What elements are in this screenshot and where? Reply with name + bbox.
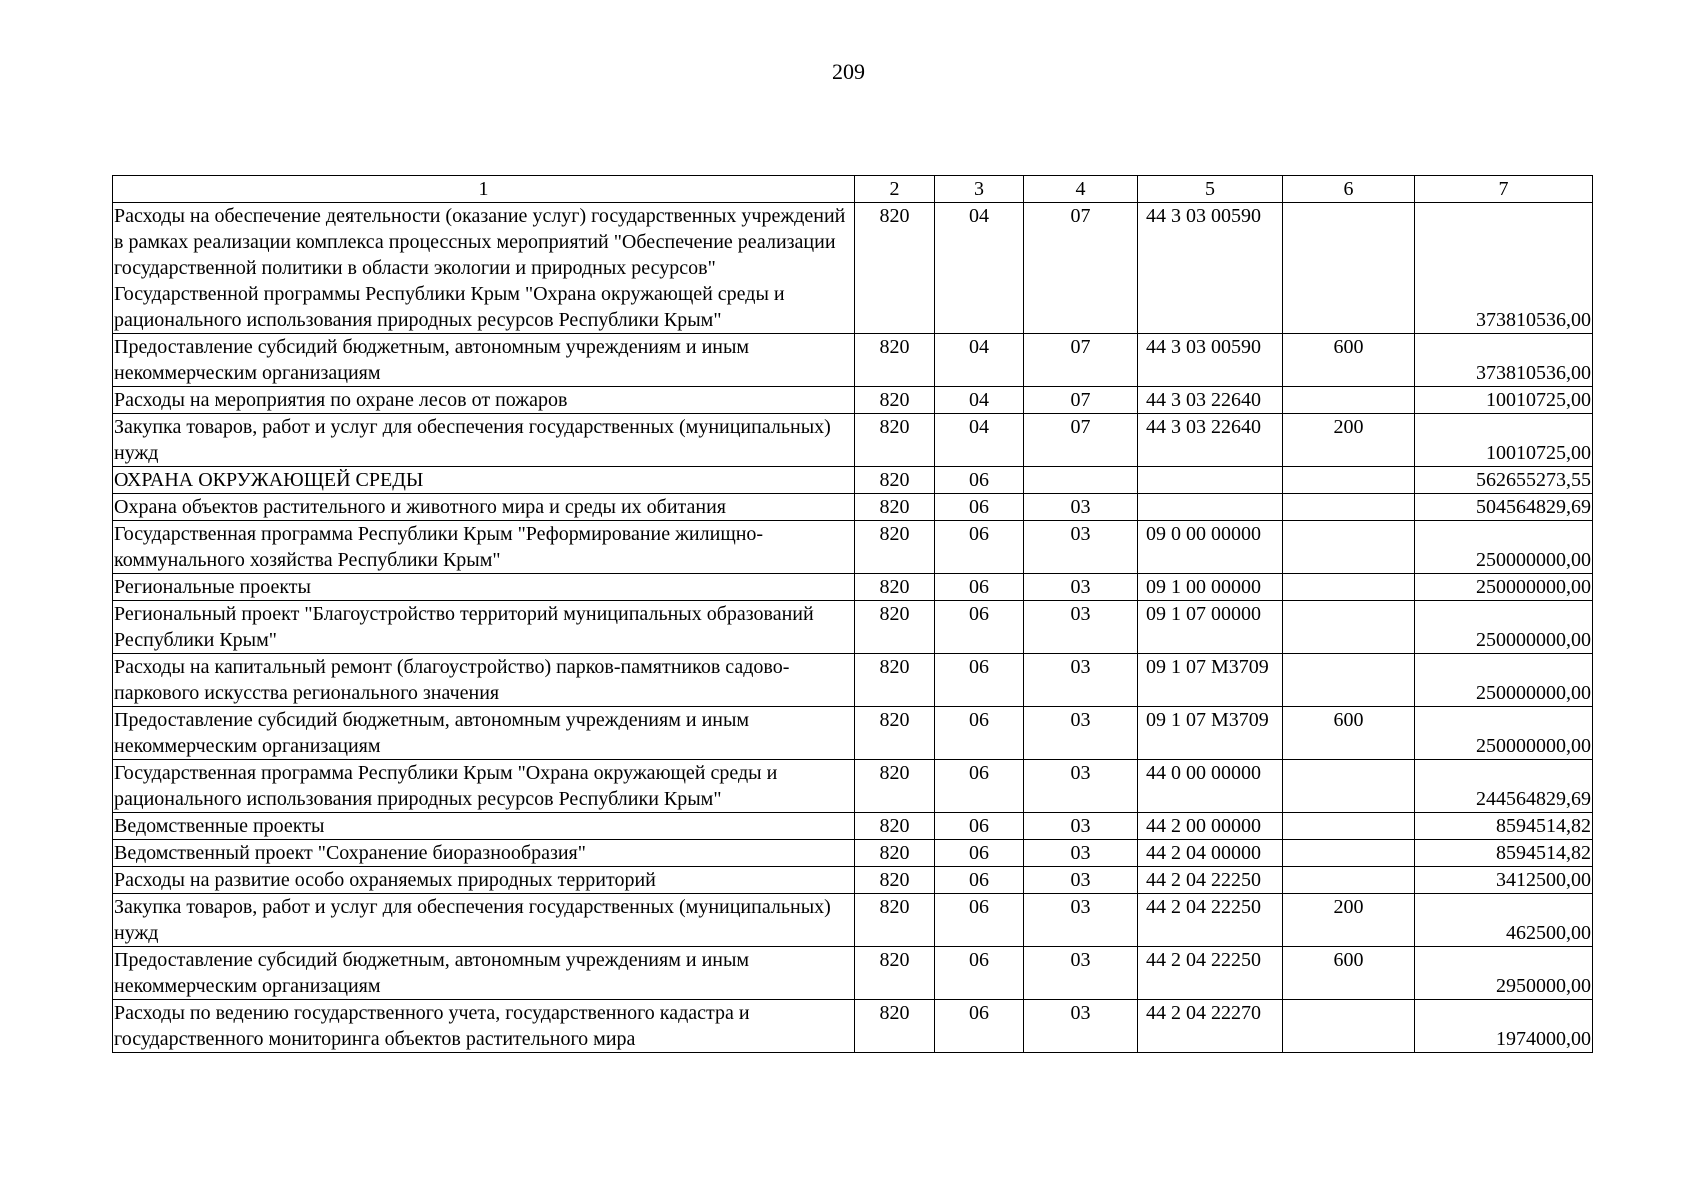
cell-name: Закупка товаров, работ и услуг для обеспечения государственных (муниципальных) нужд — [113, 414, 855, 467]
table-row — [113, 894, 1593, 947]
cell-grbs-code: 820 — [855, 760, 935, 813]
cell-subsection-code: 07 — [1024, 334, 1138, 387]
table-row — [113, 521, 1593, 574]
cell-grbs-code: 820 — [855, 947, 935, 1000]
cell-expense-type — [1283, 601, 1415, 654]
cell-expense-type: 200 — [1283, 414, 1415, 467]
cell-expense-type — [1283, 467, 1415, 494]
cell-target-article: 44 2 04 22250 — [1138, 894, 1283, 947]
cell-section-code: 06 — [935, 707, 1024, 760]
cell-amount: 250000000,00 — [1415, 574, 1593, 601]
table-row — [113, 1000, 1593, 1053]
header-col-3: 3 — [935, 176, 1024, 203]
cell-amount: 8594514,82 — [1415, 813, 1593, 840]
table-row — [113, 574, 1593, 601]
cell-expense-type — [1283, 654, 1415, 707]
cell-section-code: 04 — [935, 203, 1024, 334]
cell-name: Расходы на обеспечение деятельности (оказание услуг) государственных учреждений в рамках реализации комплекса процессных мероприятий "Обеспечение реализации государственной политики в области экологии и природных ресурсов" Государственной программы Республики Крым "Охрана окружающей среды и рационального использования природных ресурсов Республики Крым" — [113, 203, 855, 334]
cell-expense-type — [1283, 494, 1415, 521]
cell-section-code: 06 — [935, 654, 1024, 707]
cell-subsection-code: 07 — [1024, 203, 1138, 334]
cell-subsection-code: 03 — [1024, 947, 1138, 1000]
header-col-2: 2 — [855, 176, 935, 203]
cell-subsection-code: 07 — [1024, 387, 1138, 414]
table-row — [113, 334, 1593, 387]
cell-section-code: 06 — [935, 521, 1024, 574]
cell-section-code: 06 — [935, 494, 1024, 521]
cell-grbs-code: 820 — [855, 494, 935, 521]
cell-expense-type: 600 — [1283, 947, 1415, 1000]
cell-name: Предоставление субсидий бюджетным, автономным учреждениям и иным некоммерческим организациям — [113, 707, 855, 760]
table-row — [113, 494, 1593, 521]
cell-amount: 504564829,69 — [1415, 494, 1593, 521]
cell-grbs-code: 820 — [855, 203, 935, 334]
cell-section-code: 06 — [935, 1000, 1024, 1053]
cell-name: Расходы по ведению государственного учета, государственного кадастра и государственного мониторинга объектов растительного мира — [113, 1000, 855, 1053]
cell-grbs-code: 820 — [855, 387, 935, 414]
cell-name: Расходы на капитальный ремонт (благоустройство) парков-памятников садово-паркового искусства регионального значения — [113, 654, 855, 707]
page-number: 209 — [832, 59, 865, 84]
cell-target-article: 44 3 03 00590 — [1138, 203, 1283, 334]
cell-expense-type — [1283, 867, 1415, 894]
cell-section-code: 06 — [935, 760, 1024, 813]
cell-section-code: 06 — [935, 947, 1024, 1000]
cell-amount: 10010725,00 — [1415, 387, 1593, 414]
cell-amount: 8594514,82 — [1415, 840, 1593, 867]
cell-amount: 3412500,00 — [1415, 867, 1593, 894]
cell-target-article: 44 2 04 22270 — [1138, 1000, 1283, 1053]
header-col-6: 6 — [1283, 176, 1415, 203]
cell-name: Государственная программа Республики Крым "Охрана окружающей среды и рационального использования природных ресурсов Республики Крым" — [113, 760, 855, 813]
cell-target-article: 44 0 00 00000 — [1138, 760, 1283, 813]
cell-amount: 244564829,69 — [1415, 760, 1593, 813]
cell-grbs-code: 820 — [855, 467, 935, 494]
cell-section-code: 06 — [935, 840, 1024, 867]
cell-target-article: 09 1 00 00000 — [1138, 574, 1283, 601]
cell-target-article: 09 1 07 М3709 — [1138, 654, 1283, 707]
cell-section-code: 06 — [935, 894, 1024, 947]
cell-name: Охрана объектов растительного и животного мира и среды их обитания — [113, 494, 855, 521]
cell-subsection-code: 03 — [1024, 840, 1138, 867]
cell-section-code: 06 — [935, 867, 1024, 894]
cell-amount: 462500,00 — [1415, 894, 1593, 947]
cell-expense-type — [1283, 760, 1415, 813]
cell-name: ОХРАНА ОКРУЖАЮЩЕЙ СРЕДЫ — [113, 467, 855, 494]
cell-target-article: 44 2 04 22250 — [1138, 947, 1283, 1000]
cell-section-code: 06 — [935, 601, 1024, 654]
cell-name: Региональные проекты — [113, 574, 855, 601]
table-row — [113, 203, 1593, 334]
cell-grbs-code: 820 — [855, 707, 935, 760]
cell-expense-type: 200 — [1283, 894, 1415, 947]
cell-expense-type: 600 — [1283, 334, 1415, 387]
table-row — [113, 467, 1593, 494]
cell-grbs-code: 820 — [855, 894, 935, 947]
cell-amount: 1974000,00 — [1415, 1000, 1593, 1053]
cell-amount: 2950000,00 — [1415, 947, 1593, 1000]
cell-target-article: 44 2 00 00000 — [1138, 813, 1283, 840]
cell-subsection-code: 07 — [1024, 414, 1138, 467]
cell-grbs-code: 820 — [855, 521, 935, 574]
cell-grbs-code: 820 — [855, 654, 935, 707]
cell-expense-type — [1283, 387, 1415, 414]
cell-grbs-code: 820 — [855, 414, 935, 467]
table-row — [113, 947, 1593, 1000]
cell-subsection-code: 03 — [1024, 867, 1138, 894]
table-row — [113, 707, 1593, 760]
cell-subsection-code: 03 — [1024, 813, 1138, 840]
cell-section-code: 04 — [935, 414, 1024, 467]
cell-expense-type — [1283, 521, 1415, 574]
cell-name: Закупка товаров, работ и услуг для обеспечения государственных (муниципальных) нужд — [113, 894, 855, 947]
table-row — [113, 760, 1593, 813]
table-body — [113, 203, 1593, 1053]
cell-subsection-code: 03 — [1024, 1000, 1138, 1053]
cell-target-article — [1138, 494, 1283, 521]
cell-amount: 250000000,00 — [1415, 707, 1593, 760]
cell-section-code: 04 — [935, 387, 1024, 414]
cell-subsection-code: 03 — [1024, 654, 1138, 707]
cell-amount: 562655273,55 — [1415, 467, 1593, 494]
cell-amount: 250000000,00 — [1415, 601, 1593, 654]
cell-name: Предоставление субсидий бюджетным, автономным учреждениям и иным некоммерческим организациям — [113, 334, 855, 387]
cell-target-article: 09 0 00 00000 — [1138, 521, 1283, 574]
cell-grbs-code: 820 — [855, 574, 935, 601]
cell-section-code: 06 — [935, 813, 1024, 840]
cell-section-code: 06 — [935, 574, 1024, 601]
header-col-1: 1 — [113, 176, 855, 203]
cell-subsection-code: 03 — [1024, 707, 1138, 760]
cell-expense-type — [1283, 203, 1415, 334]
cell-expense-type: 600 — [1283, 707, 1415, 760]
header-col-7: 7 — [1415, 176, 1593, 203]
cell-amount: 373810536,00 — [1415, 334, 1593, 387]
cell-name: Региональный проект "Благоустройство территорий муниципальных образований Республики Крым" — [113, 601, 855, 654]
cell-amount: 373810536,00 — [1415, 203, 1593, 334]
cell-section-code: 04 — [935, 334, 1024, 387]
table-row — [113, 387, 1593, 414]
cell-grbs-code: 820 — [855, 813, 935, 840]
cell-target-article: 44 2 04 22250 — [1138, 867, 1283, 894]
table-header-row — [113, 176, 1593, 203]
cell-target-article — [1138, 467, 1283, 494]
cell-grbs-code: 820 — [855, 1000, 935, 1053]
cell-name: Предоставление субсидий бюджетным, автономным учреждениям и иным некоммерческим организациям — [113, 947, 855, 1000]
header-col-4: 4 — [1024, 176, 1138, 203]
cell-expense-type — [1283, 840, 1415, 867]
cell-amount: 10010725,00 — [1415, 414, 1593, 467]
table-row — [113, 840, 1593, 867]
cell-name: Ведомственные проекты — [113, 813, 855, 840]
table-row — [113, 813, 1593, 840]
cell-target-article: 09 1 07 00000 — [1138, 601, 1283, 654]
cell-grbs-code: 820 — [855, 840, 935, 867]
cell-amount: 250000000,00 — [1415, 654, 1593, 707]
cell-subsection-code: 03 — [1024, 494, 1138, 521]
cell-expense-type — [1283, 1000, 1415, 1053]
cell-grbs-code: 820 — [855, 334, 935, 387]
cell-target-article: 44 2 04 00000 — [1138, 840, 1283, 867]
cell-section-code: 06 — [935, 467, 1024, 494]
cell-amount: 250000000,00 — [1415, 521, 1593, 574]
cell-name: Расходы на мероприятия по охране лесов от пожаров — [113, 387, 855, 414]
budget-table — [112, 175, 1593, 1053]
cell-subsection-code — [1024, 467, 1138, 494]
cell-name: Ведомственный проект "Сохранение биоразнообразия" — [113, 840, 855, 867]
cell-target-article: 44 3 03 22640 — [1138, 387, 1283, 414]
cell-subsection-code: 03 — [1024, 574, 1138, 601]
cell-subsection-code: 03 — [1024, 601, 1138, 654]
cell-name: Расходы на развитие особо охраняемых природных территорий — [113, 867, 855, 894]
cell-subsection-code: 03 — [1024, 521, 1138, 574]
table-row — [113, 601, 1593, 654]
cell-subsection-code: 03 — [1024, 894, 1138, 947]
header-col-5: 5 — [1138, 176, 1283, 203]
table-row — [113, 414, 1593, 467]
cell-grbs-code: 820 — [855, 601, 935, 654]
cell-target-article: 44 3 03 22640 — [1138, 414, 1283, 467]
table-row — [113, 654, 1593, 707]
cell-subsection-code: 03 — [1024, 760, 1138, 813]
cell-name: Государственная программа Республики Крым "Реформирование жилищно-коммунального хозяйства Республики Крым" — [113, 521, 855, 574]
cell-expense-type — [1283, 574, 1415, 601]
cell-expense-type — [1283, 813, 1415, 840]
cell-grbs-code: 820 — [855, 867, 935, 894]
table-row — [113, 867, 1593, 894]
cell-target-article: 44 3 03 00590 — [1138, 334, 1283, 387]
cell-target-article: 09 1 07 М3709 — [1138, 707, 1283, 760]
